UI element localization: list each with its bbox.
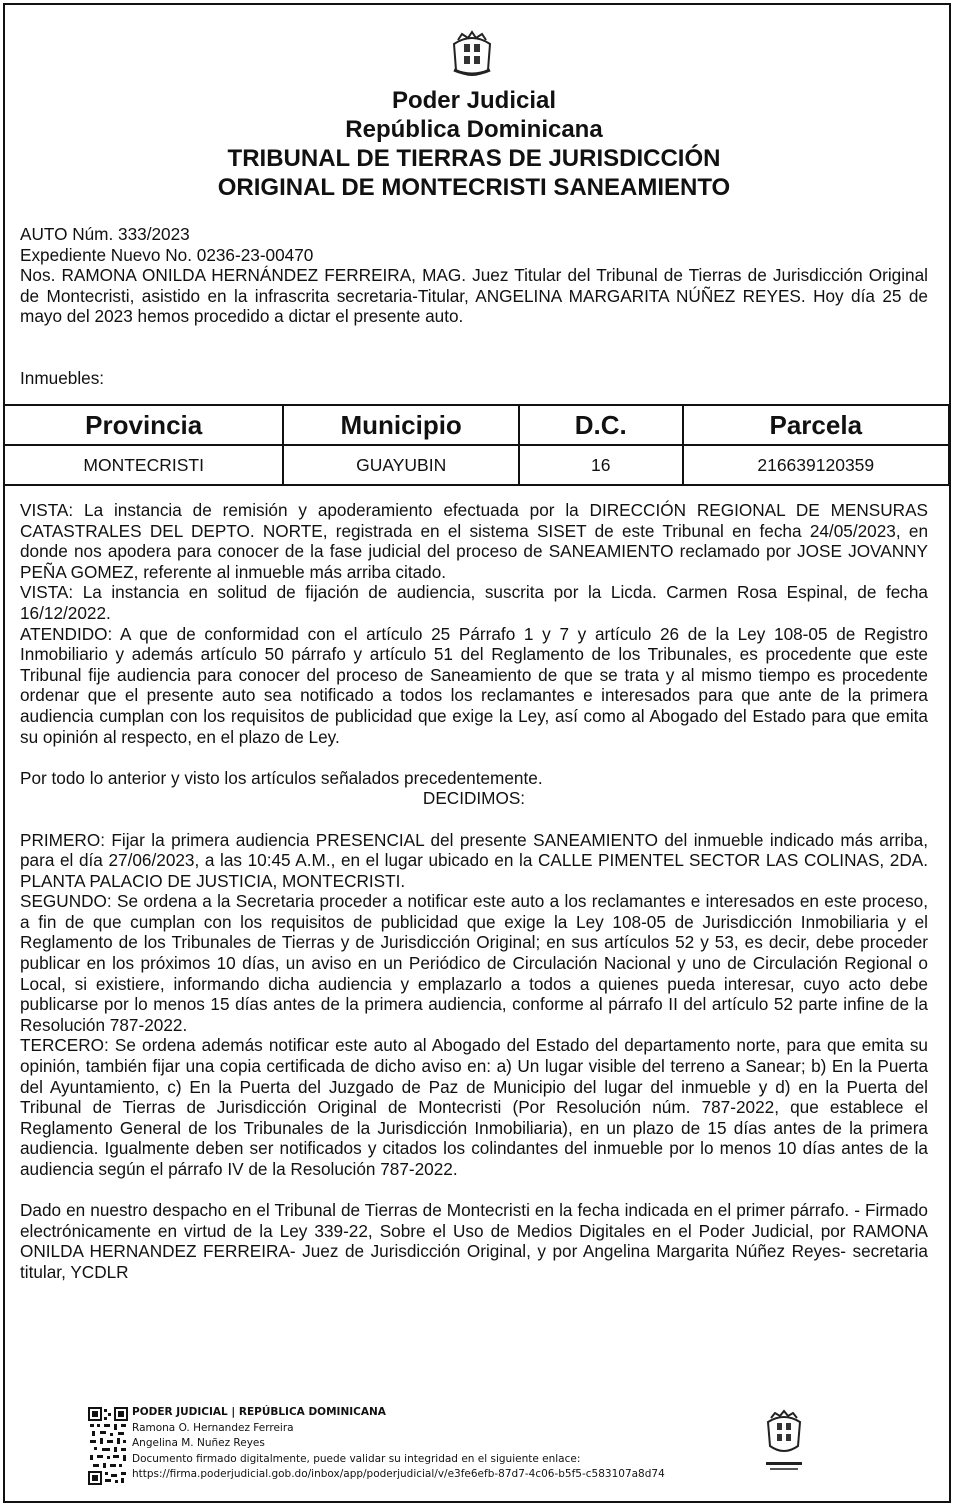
- document-header: [0, 86, 948, 202]
- primero-paragraph: PRIMERO: Fijar la primera audiencia PRESENCIAL del presente SANEAMIENTO del inmueble indicado más arriba, para el día 27/06/2023, a las 10:45 A.M., en el lugar ubicado en la CALLE PIMENTEL SECTOR LAS COLINAS, 2DA. PLANTA PALACIO DE JUSTICIA, MONTECRISTI.: [20, 829, 928, 891]
- auto-intro: Nos. RAMONA ONILDA HERNÁNDEZ FERREIRA, MAG. Juez Titular del Tribunal de Tierras de Jurisdicción Original de Montecristi, asistido en la infrascrita secretaria-Titular, ANGELINA MARGARITA NÚÑEZ REYES. Hoy día 25 de mayo del 2023 hemos procedido a dictar el presente auto.: [20, 265, 928, 327]
- signature-text: [132, 1405, 665, 1483]
- table-row: [4, 445, 949, 485]
- signature-institution: PODER JUDICIAL | REPÚBLICA DOMINICANA: [132, 1406, 386, 1418]
- cell-municipio: GUAYUBIN: [283, 445, 519, 485]
- coat-of-arms-icon: [448, 30, 496, 80]
- column-header: Provincia: [4, 405, 283, 445]
- dado-paragraph: Dado en nuestro despacho en el Tribunal de Tierras de Montecristi en la fecha indicada en el primer párrafo. - Firmado electrónicamente en virtud de la Ley 339-22, Sobre el Uso de Medios Digitales en el Poder Judicial, por RAMONA ONILDA HERNANDEZ FERREIRA- Juez de Jurisdicción Original, y por Angelina Margarita Núñez Reyes- secretaria titular, YCDLR: [20, 1200, 928, 1282]
- auto-info: [20, 224, 928, 327]
- por-todo-paragraph: Por todo lo anterior y visto los artículos señalados precedentemente.: [20, 767, 543, 788]
- signer-2: Angelina M. Nuñez Reyes: [132, 1437, 265, 1449]
- tercero-paragraph: TERCERO: Se ordena además notificar este auto al Abogado del Estado del departamento norte, para que emita su opinión, también fijar una copia certificada de dicho aviso en: a) Un lugar visible del terreno a Sanear; b) En la Puerta del Ayuntamiento, c) En la Puerta del Juzgado de Paz de Municipio del lugar del inmueble y d) en la Puerta del Tribunal de Tierras de Jurisdicción Original de Montecristi (Por Resolución núm. 787-2022, que establece el Reglamento General de los Tribunales de la Jurisdicción Inmobiliaria), en un plazo de 15 días antes de la primera audiencia. Igualmente deben ser notificados y citados los colindantes del inmueble por lo menos 10 días antes de la audiencia según el párrafo IV de la Resolución 787-2022.: [20, 1035, 928, 1179]
- decidimos-heading: DECIDIMOS:: [422, 788, 526, 809]
- vista-2-paragraph: VISTA: La instancia en solitud de fijación de audiencia, suscrita por la Licda. Carmen Rosa Espinal, de fecha 16/12/2022.: [20, 582, 928, 623]
- document-body: [20, 500, 928, 1283]
- vista-1-paragraph: VISTA: La instancia de remisión y apoderamiento efectuada por la DIRECCIÓN REGIONAL DE MENSURAS CATASTRALES DEL DEPTO. NORTE, registrada en el sistema SISET de este Tribunal en fecha 24/05/2023, en donde nos apodera para conocer de la fase judicial del proceso de SANEAMIENTO reclamado por JOSE JOVANNY PEÑA GOMEZ, referente al inmueble más arriba citado.: [20, 500, 928, 582]
- header-line-2: República Dominicana: [345, 116, 603, 143]
- column-header: Parcela: [683, 405, 949, 445]
- expediente-number: Expediente Nuevo No. 0236-23-00470: [20, 244, 314, 265]
- header-line-4: ORIGINAL DE MONTECRISTI SANEAMIENTO: [217, 174, 731, 201]
- signature-note: Documento firmado digitalmente, puede validar su integridad en el siguiente enlace:: [132, 1452, 581, 1465]
- segundo-paragraph: SEGUNDO: Se ordena a la Secretaria proceder a notificar este auto a los reclamantes e interesados en este proceso, a fin de que cumplan con los requisitos de publicidad que exige la Ley 108-05 de Jurisdicción Inmobiliaria y el Reglamento de los Tribunales de Tierras y de Jurisdicción Original; en sus artículos 52 y 53, es decir, debe proceder publicar en los próximos 10 días, un aviso en un Periódico de Circulación Nacional y uno de Circulación Regional o Local, si existiere, informando dicha audiencia y emplazarlo a todos a quienes pueda interesar, cuyo acto debe publicarse por lo menos 15 días antes de la primera audiencia, conforme al párrafo II del artículo 52 parte infine de la Resolución 787-2022.: [20, 891, 928, 1035]
- atendido-paragraph: ATENDIDO: A que de conformidad con el artículo 25 Párrafo 1 y 7 y artículo 26 de la Ley 108-05 de Registro Inmobiliario y además artículo 50 párrafo y artículo 51 del Reglamento de los Tribunales, es procedente que este Tribunal fije audiencia para conocer del proceso de Saneamiento de que se trata y al mismo tiempo es procedente ordenar que el presente auto sea notificado a todos los reclamantes e interesados para que ante de la primera audiencia cumplan con los requisitos de publicidad que exige la Ley, así como al Abogado del Estado para que emita su opinión al respecto, en el plazo de Ley.: [20, 623, 928, 747]
- table-header-row: [4, 405, 949, 445]
- cell-parcela: 216639120359: [683, 445, 949, 485]
- cell-dc: 16: [519, 445, 683, 485]
- poder-judicial-logo-icon: [762, 1408, 806, 1480]
- qr-code-icon: [88, 1407, 128, 1485]
- digital-signature-block: [88, 1405, 808, 1487]
- validation-link[interactable]: https://firma.poderjudicial.gob.do/inbox/app/poderjudicial/v/e3fe6efb-87d7-4c06-b5f5-c583107a8d74: [132, 1468, 665, 1480]
- column-header: D.C.: [519, 405, 683, 445]
- auto-number: AUTO Núm. 333/2023: [20, 224, 190, 244]
- signer-1: Ramona O. Hernandez Ferreira: [132, 1421, 294, 1434]
- inmuebles-label: Inmuebles:: [20, 368, 105, 388]
- cell-provincia: MONTECRISTI: [4, 445, 283, 485]
- column-header: Municipio: [283, 405, 519, 445]
- property-table: [3, 404, 950, 486]
- header-line-3: TRIBUNAL DE TIERRAS DE JURISDICCIÓN: [227, 145, 721, 172]
- header-line-1: Poder Judicial: [391, 87, 557, 114]
